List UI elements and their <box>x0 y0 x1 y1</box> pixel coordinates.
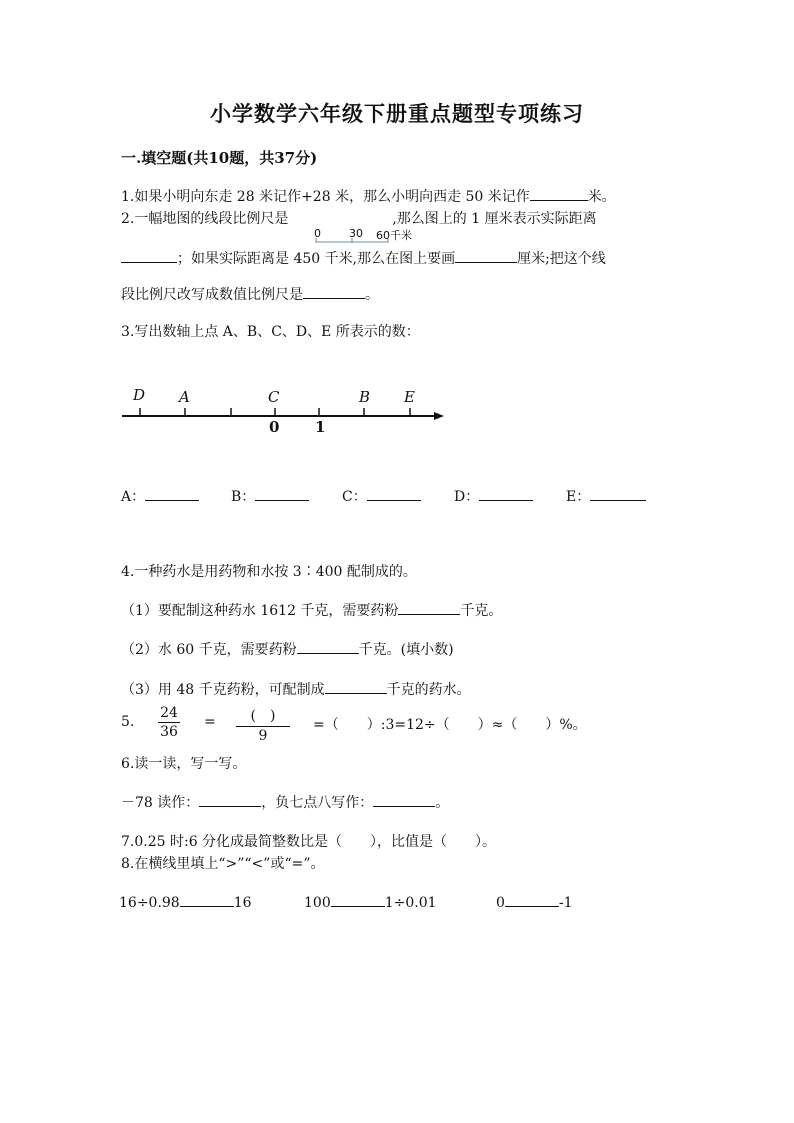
compare-1-right: 16 <box>233 895 252 911</box>
question-6-line <box>121 792 449 812</box>
fraction-24-36 <box>158 705 180 740</box>
question-8: 8.在横线里填上“>”“<”或“=”。 <box>121 856 325 872</box>
compare-2-blank[interactable] <box>331 892 385 907</box>
question-7: 7.0.25 时:6 分化成最简整数比是（ ），比值是（ ）。 <box>121 834 497 850</box>
answer-E <box>566 486 646 506</box>
number-label-1: 1 <box>315 418 326 436</box>
q6-a: －78 读作： <box>121 795 200 811</box>
answer-C <box>342 486 421 506</box>
answer-C-label: C： <box>342 489 367 505</box>
question-4-sub-1 <box>121 600 502 620</box>
q2-blank-2[interactable] <box>455 248 517 263</box>
compare-1 <box>119 892 252 911</box>
fraction-2-denominator: 9 <box>258 728 268 744</box>
q4-blank-3[interactable] <box>325 679 387 694</box>
q1-end: 米。 <box>587 189 616 205</box>
question-3: 3.写出数轴上点 A、B、C、D、E 所表示的数： <box>121 324 420 340</box>
compare-2 <box>304 892 437 911</box>
answer-E-blank[interactable] <box>590 486 646 501</box>
scale-label-0: 0 <box>314 227 321 240</box>
compare-1-left: 16÷0.98 <box>119 895 180 911</box>
q4-sub3a: （3）用 48 千克药粉，可配制成 <box>121 682 325 698</box>
q2-line2b: 厘米;把这个线 <box>517 251 606 267</box>
q6-b: ，负七点八写作： <box>261 795 374 811</box>
q2-line2a: ；如果实际距离是 450 千米,那么在图上要画 <box>177 251 456 267</box>
answer-B-blank[interactable] <box>255 486 309 501</box>
point-label-C: C <box>268 388 280 406</box>
q1-text: 1.如果小明向东走 28 米记作+28 米，那么小明向西走 50 米记作 <box>121 189 530 205</box>
q2-blank-1[interactable] <box>121 248 177 263</box>
number-line-arrow <box>434 412 444 420</box>
question-2-line-2 <box>121 248 606 268</box>
compare-2-right: 1÷0.01 <box>384 895 437 911</box>
fraction-1-numerator: 24 <box>158 705 180 723</box>
q5-equals: = <box>204 714 216 730</box>
q4-sub2b: 千克。(填小数) <box>358 642 454 658</box>
q2-line3end: 。 <box>365 287 379 303</box>
q2-blank-3[interactable] <box>303 284 365 299</box>
compare-3-blank[interactable] <box>505 892 559 907</box>
fraction-2-numerator[interactable]: ( ) <box>236 705 290 727</box>
question-2-line-1 <box>121 208 597 228</box>
q6-blank-1[interactable] <box>199 792 261 807</box>
question-1 <box>121 186 616 206</box>
q4-blank-2[interactable] <box>297 639 359 654</box>
compare-3 <box>496 892 573 911</box>
answer-A-label: A： <box>121 489 146 505</box>
point-label-D: D <box>133 386 146 404</box>
question-4: 4.一种药水是用药物和水按 3∶400 配制成的。 <box>121 564 417 580</box>
question-4-sub-3 <box>121 679 471 699</box>
scale-bar <box>312 238 392 246</box>
point-label-A: A <box>179 388 190 406</box>
scale-label-60: 60千米 <box>376 229 412 242</box>
q4-sub1a: （1）要配制这种药水 1612 千克，需要药粉 <box>121 603 399 619</box>
q2-part1: 2.一幅地图的线段比例尺是 <box>121 211 289 227</box>
answer-D-blank[interactable] <box>479 486 533 501</box>
answer-A-blank[interactable] <box>145 486 199 501</box>
compare-1-blank[interactable] <box>180 892 234 907</box>
question-2-line-3 <box>121 284 379 304</box>
q2-part2: ,那么图上的 1 厘米表示实际距离 <box>392 211 597 227</box>
point-label-E: E <box>404 388 415 406</box>
q1-blank[interactable] <box>530 186 588 201</box>
answer-B <box>231 486 309 506</box>
compare-3-right: -1 <box>558 895 573 911</box>
answer-B-label: B： <box>231 489 256 505</box>
scale-label-30: 30 <box>349 227 363 240</box>
compare-2-left: 100 <box>304 895 331 911</box>
q6-c: 。 <box>435 795 450 811</box>
q5-number: 5. <box>121 714 135 730</box>
fraction-blank-9 <box>236 705 290 744</box>
point-label-B: B <box>359 388 371 406</box>
q4-sub2a: （2）水 60 千克，需要药粉 <box>121 642 297 658</box>
q5-rest: =（ ）:3=12÷（ ）≈（ ）%。 <box>313 717 587 733</box>
section-heading: 一.填空题(共10题，共37分) <box>121 149 318 167</box>
q4-sub3b: 千克的药水。 <box>386 682 471 698</box>
answer-A <box>121 486 199 506</box>
q4-blank-1[interactable] <box>398 600 460 615</box>
q2-line3: 段比例尺改写成数值比例尺是 <box>121 287 303 303</box>
number-label-0: 0 <box>269 418 280 436</box>
question-4-sub-2 <box>121 639 454 659</box>
fraction-1-denominator: 36 <box>160 724 178 740</box>
answer-D-label: D： <box>454 489 480 505</box>
answer-C-blank[interactable] <box>367 486 421 501</box>
question-6: 6.读一读，写一写。 <box>121 756 247 772</box>
compare-3-left: 0 <box>496 895 505 911</box>
q4-sub1b: 千克。 <box>460 603 503 619</box>
q6-blank-2[interactable] <box>373 792 435 807</box>
answer-D <box>454 486 533 506</box>
answer-E-label: E： <box>566 489 591 505</box>
page-title: 小学数学六年级下册重点题型专项练习 <box>210 101 584 126</box>
